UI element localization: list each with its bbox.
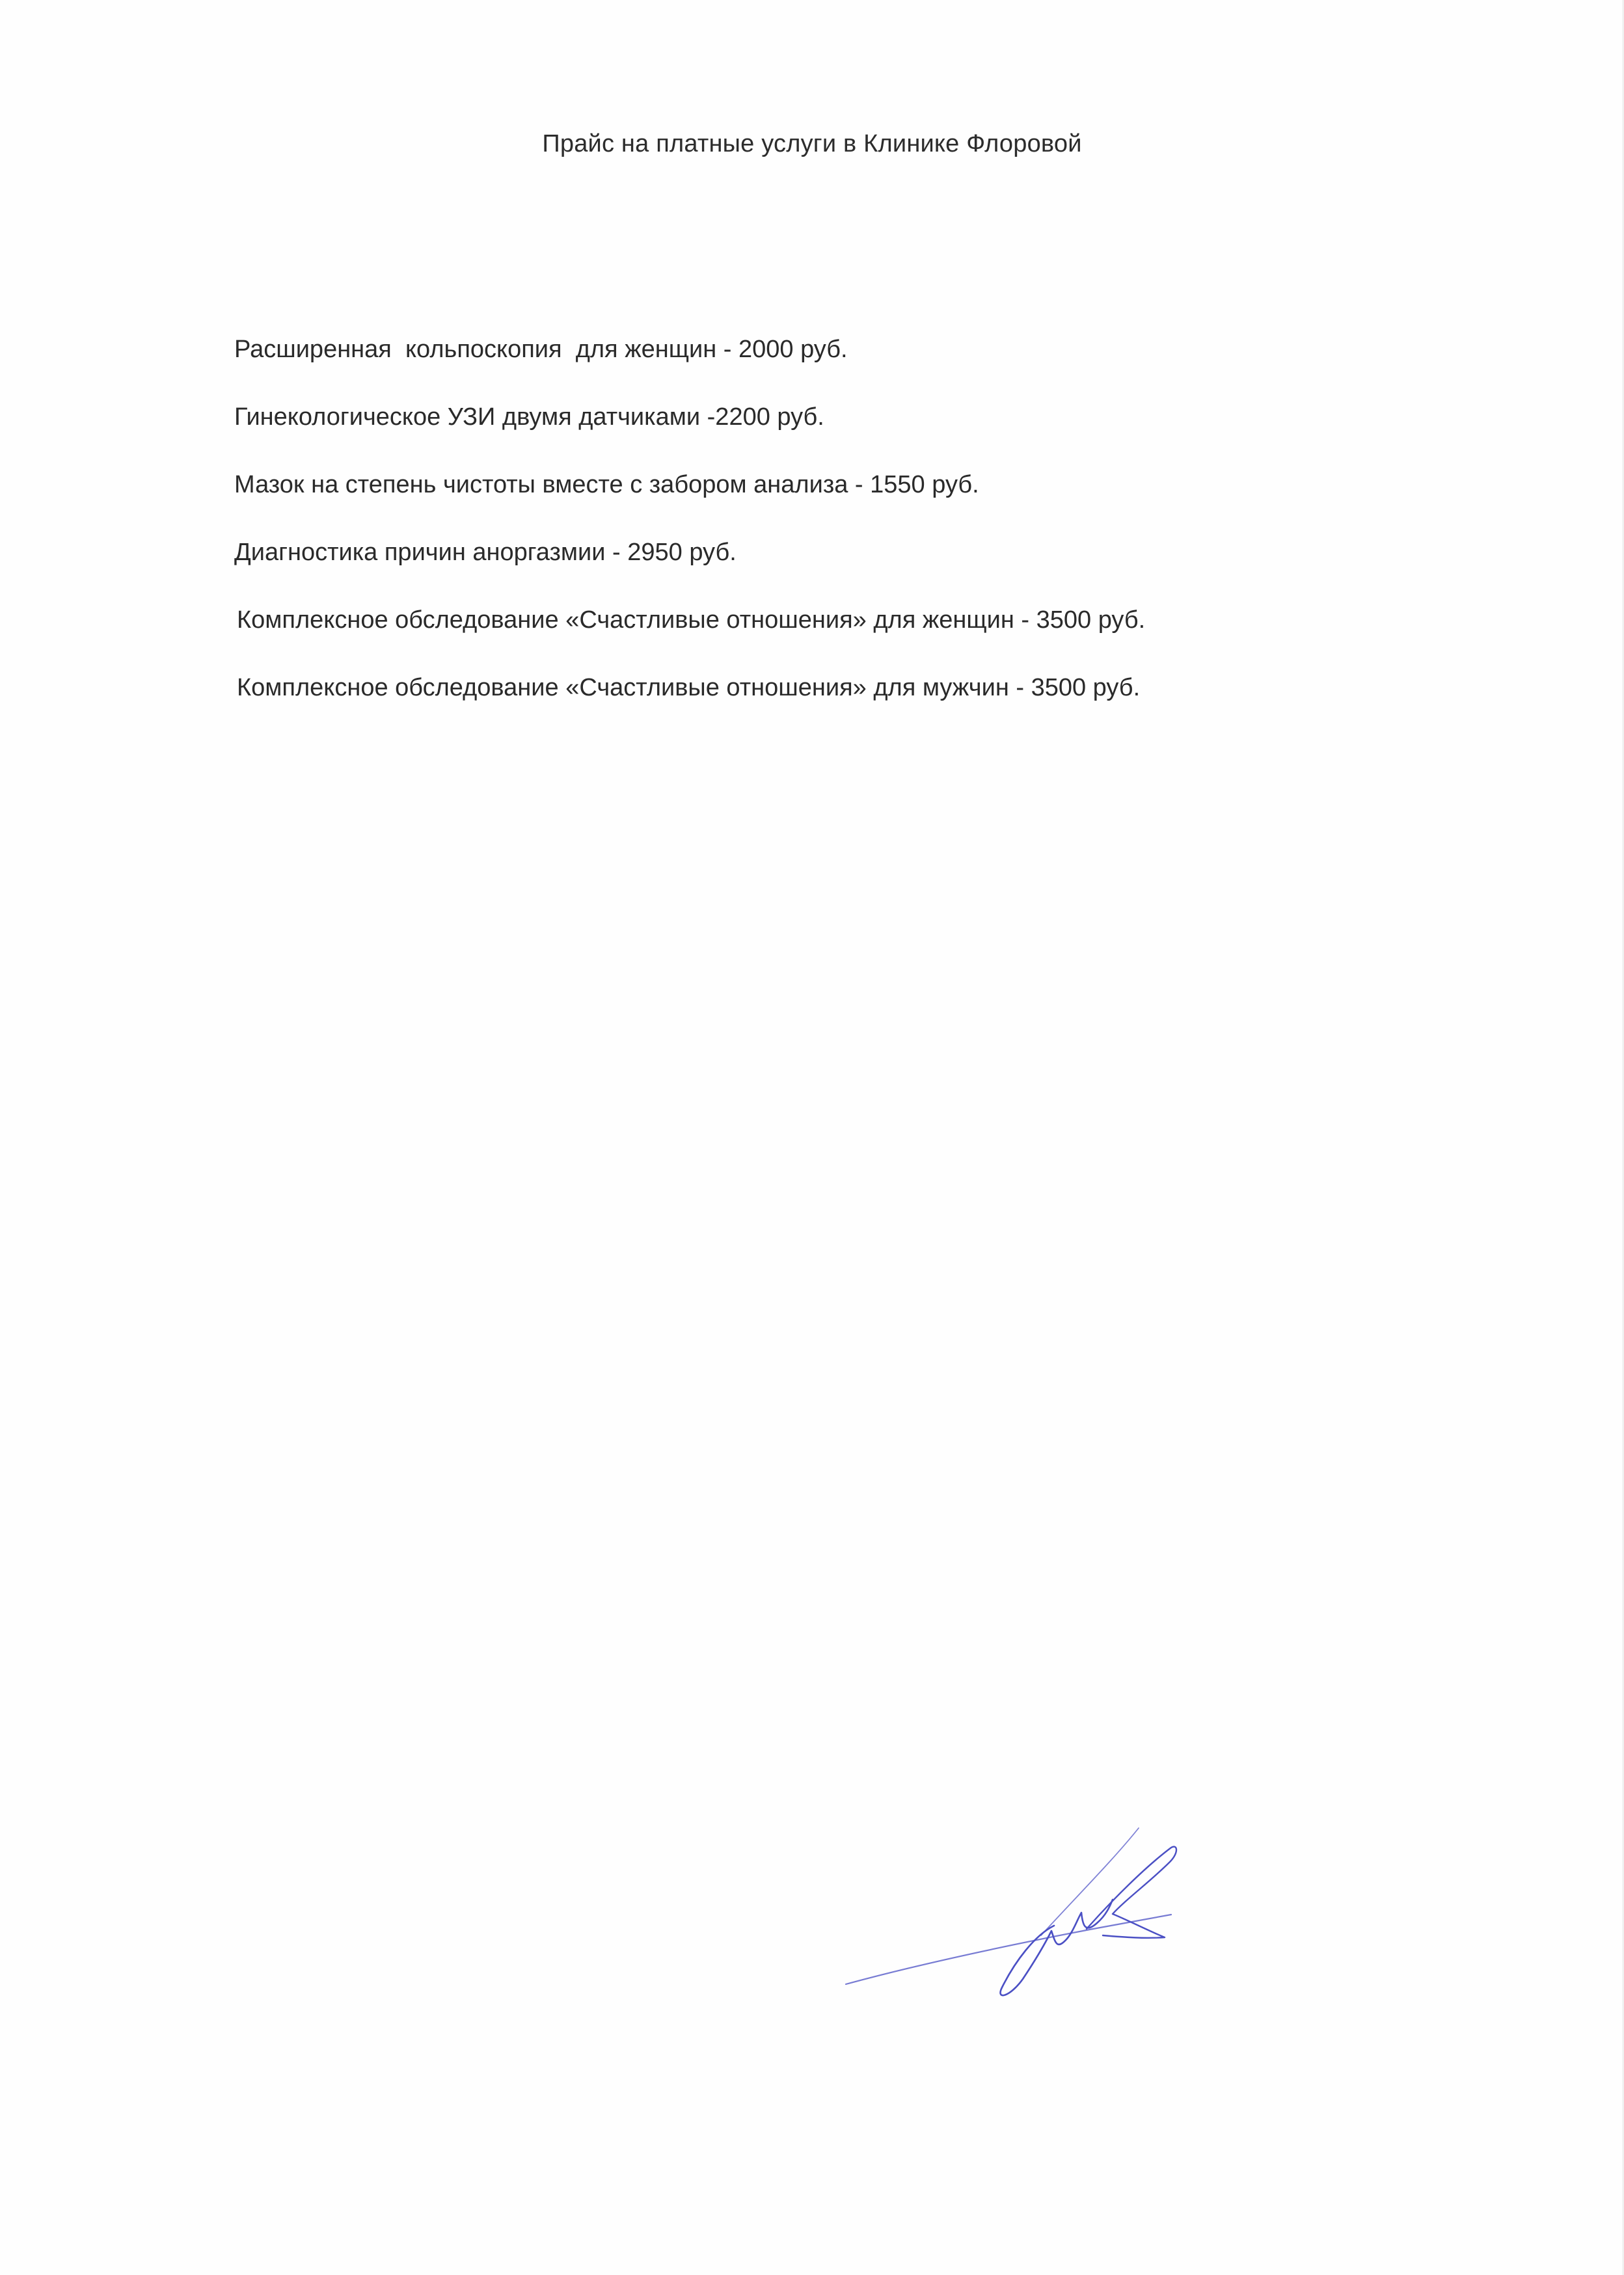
price-item-complex-women: Комплексное обследование «Счастливые отношения» для женщин - 3500 руб. (237, 606, 1146, 634)
price-item-smear: Мазок на степень чистоты вместе с забором анализа - 1550 руб. (234, 471, 979, 498)
signature-flourish-stroke (1087, 1847, 1176, 1938)
price-item-anorgasmia-diagnostics: Диагностика причин аноргазмии - 2950 руб. (234, 539, 737, 566)
handwritten-signature (839, 1822, 1230, 2017)
document-title: Прайс на платные услуги в Клинике Флоровой (542, 130, 1082, 157)
price-item-complex-men: Комплексное обследование «Счастливые отношения» для мужчин - 3500 руб. (237, 674, 1141, 701)
price-list (234, 335, 1145, 741)
signature-loop-stroke (1001, 1900, 1113, 1995)
price-item-ultrasound: Гинекологическое УЗИ двумя датчиками -2200 руб. (234, 403, 824, 431)
price-item-colposcopy: Расширенная кольпоскопия для женщин - 2000 руб. (234, 336, 848, 363)
